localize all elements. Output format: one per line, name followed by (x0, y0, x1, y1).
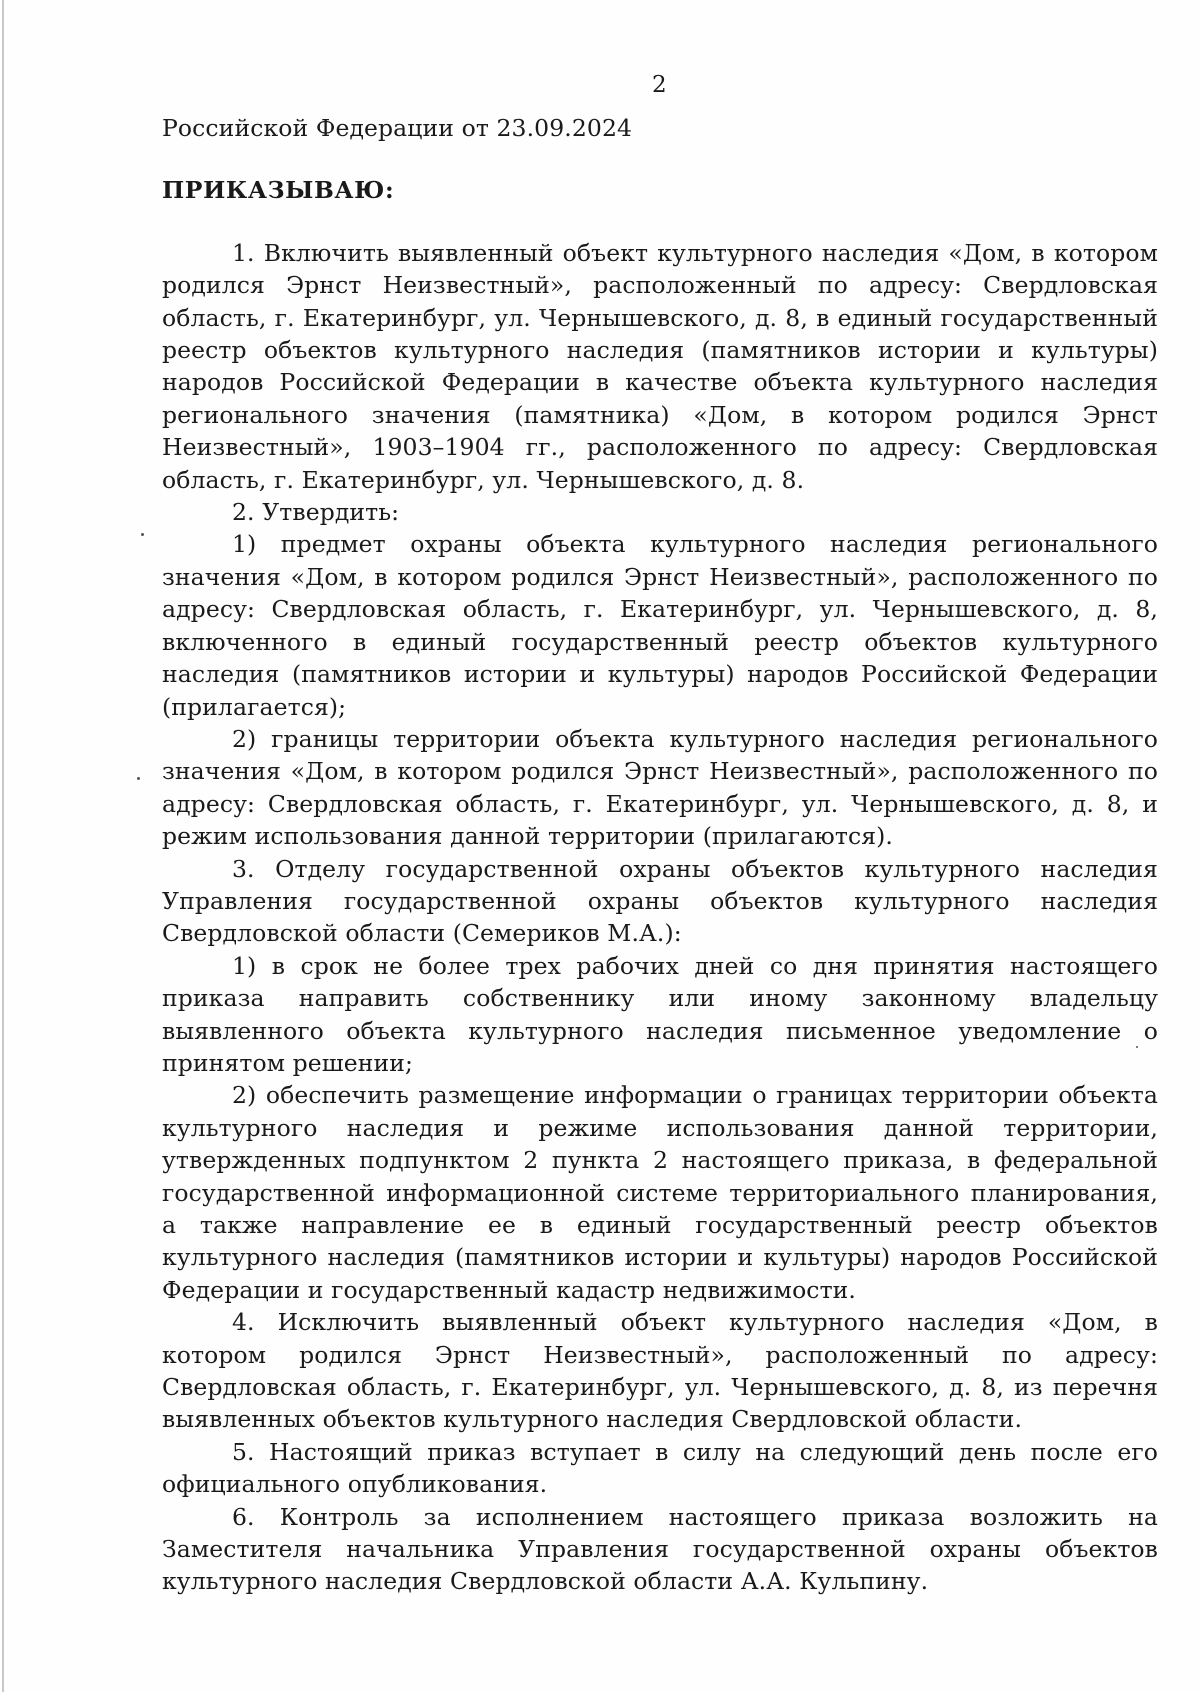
paragraph-item-3-1: 1) в срок не более трех рабочих дней со дня принятия настоящего приказа направить собственнику или иному законному владельцу выявленного объекта культурного наследия письменное уведомление о принятом решении; (162, 951, 1158, 1077)
scan-edge (2, 0, 4, 1692)
paragraph-item-3-2: 2) обеспечить размещение информации о границах территории объекта культурного наследия и режиме использования данной территории, утвержденных подпунктом 2 пункта 2 настоящего приказа, в федеральной государственной информационной системе территориального планирования, а также направление ее в единый государственный реестр объектов культурного наследия (памятников истории и культуры) народов Российской Федерации и государственный кадастр недвижимости. (162, 1081, 1158, 1304)
scan-speck (1136, 1046, 1138, 1048)
order-heading: ПРИКАЗЫВАЮ: (162, 176, 395, 205)
paragraph-item-2-1: 1) предмет охраны объекта культурного наследия регионального значения «Дом, в котором родился Эрнст Неизвестный», расположенного по адресу: Свердловская область, г. Екатеринбург, ул. Чернышевского, д. 8, включенного в единый государственный реестр объектов культурного наследия (памятников истории и культуры) народов Российской Федерации (прилагается); (162, 530, 1158, 721)
paragraph-item-2-2: 2) границы территории объекта культурного наследия регионального значения «Дом, в котором родился Эрнст Неизвестный», расположенного по адресу: Свердловская область, г. Екатеринбург, ул. Чернышевского, д. 8, и режим использования данной территории (прилагаются). (162, 724, 1158, 851)
paragraph-item-3: 3. Отделу государственной охраны объектов культурного наследия Управления государственной охраны объектов культурного наследия Свердловской области (Семериков М.А.): (162, 854, 1158, 948)
intro-line: Российской Федерации от 23.09.2024 (162, 114, 633, 142)
paragraph-item-2: 2. Утвердить: (232, 498, 400, 527)
paragraph-item-5: 5. Настоящий приказ вступает в силу на следующий день после его официального опубликования. (162, 1437, 1158, 1499)
page-number: 2 (652, 72, 667, 98)
paragraph-item-6: 6. Контроль за исполнением настоящего приказа возложить на Заместителя начальника Управления государственной охраны объектов культурного наследия Свердловской области А.А. Кульпину. (162, 1502, 1158, 1596)
paragraph-item-4: 4. Исключить выявленный объект культурного наследия «Дом, в котором родился Эрнст Неизвестный», расположенный по адресу: Свердловская область, г. Екатеринбург, ул. Чернышевского, д. 8, из перечня выявленных объектов культурного наследия Свердловской области. (162, 1308, 1158, 1434)
document-body (162, 112, 1158, 1598)
paragraph-item-1: 1. Включить выявленный объект культурного наследия «Дом, в котором родился Эрнст Неизвестный», расположенный по адресу: Свердловская область, г. Екатеринбург, ул. Чернышевского, д. 8, в единый государственный реестр объектов культурного наследия (памятников истории и культуры) народов Российской Федерации в качестве объекта культурного наследия регионального значения (памятника) «Дом, в котором родился Эрнст Неизвестный», 1903–1904 гг., расположенного по адресу: Свердловская область, г. Екатеринбург, ул. Чернышевского, д. 8. (162, 238, 1158, 494)
scan-speck (137, 777, 140, 780)
scan-speck (141, 533, 144, 536)
